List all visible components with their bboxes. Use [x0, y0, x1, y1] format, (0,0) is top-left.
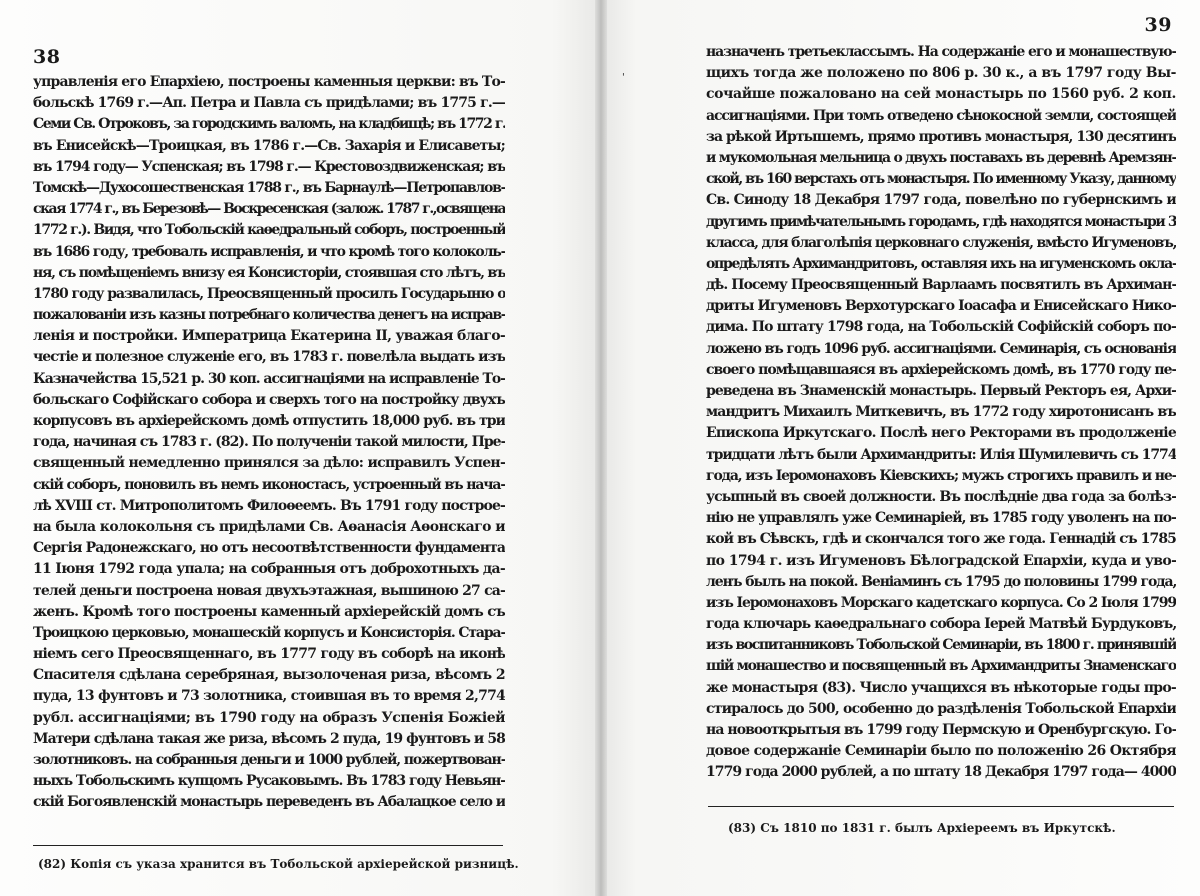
text-line: ассигнаціями. При томъ отведено сѣнокосной земли, состоящей [706, 107, 1176, 124]
text-line: 1772 г.). Видя, что Тобольскій каѳедральный соборъ, построенный [33, 222, 505, 239]
text-line: дѣ. Посему Преосвященный Варлаамъ посвятилъ въ Архиман- [706, 277, 1176, 294]
text-line: Семи Св. Отроковъ, за городскимъ валомъ, на кладбищѣ; въ 1772 г. [33, 116, 505, 133]
text-line: рубл. ассигнаціями; въ 1790 году на образъ Успенія Божіей [33, 709, 505, 726]
text-line: 1780 году развалилась, Преосвященный просилъ Государыню о [33, 285, 505, 302]
text-line: по 1794 г. изъ Игуменовъ Бѣлоградской Епархіи, куда и уво- [706, 552, 1176, 569]
text-line: класса, для благолѣпія церковнаго служенія, вмѣсто Игуменовъ, [706, 234, 1176, 251]
text-line: священный немедленно принялся за дѣло: исправилъ Успен- [33, 455, 505, 472]
text-line: ніемъ сего Преосвященнаго, въ 1777 году въ соборѣ на иконѣ [33, 646, 505, 663]
text-line: честіе и полезное служеніе его, въ 1783 г. повелѣла выдать изъ [33, 349, 505, 366]
footnote-rule [708, 806, 1174, 807]
text-line: другимъ примѣчательнымъ городамъ, гдѣ находятся монастыри 3 [706, 213, 1176, 230]
footnote-rule [33, 845, 503, 846]
text-line: въ 1794 году— Успенская; въ 1798 г.— Крестовоздвиженская; въ [33, 158, 505, 175]
text-line: на новооткрытыя въ 1799 году Пермскую и Оренбургскую. Го- [706, 722, 1176, 738]
text-line: реведена въ Знаменскій монастырь. Первый Ректоръ ея, Архи- [706, 383, 1176, 399]
text-line: Матери сдѣлана такая же риза, вѣсомъ 2 пуда, 19 фунтовъ и 58 [33, 730, 505, 747]
text-line: года ключарь каѳедральнаго собора Іерей Матвѣй Бурдуковъ, [706, 616, 1176, 633]
text-line: же монастыря (83). Число учащихся въ нѣкоторые годы про- [706, 679, 1176, 696]
text-line: ня, съ помѣщеніемъ внизу ея Консисторіи, стоявшая сто лѣтъ, въ [33, 264, 505, 281]
text-line: женъ. Кромѣ того построены каменный архіерейскій домъ съ [33, 603, 505, 620]
text-line: 11 Іюня 1792 года упала; на собранныя отъ доброхотныхъ да- [33, 561, 505, 578]
text-line: и мукомольная мельница о двухъ поставахъ въ деревнѣ Аремзян- [706, 149, 1176, 166]
text-line: корпусовъ въ архіерейскомъ домѣ отпустить 18,000 руб. въ три [33, 413, 505, 429]
text-line: Троицкою церковью, монашескій корпусъ и Консисторія. Стара- [33, 624, 505, 641]
page-number: 39 [1144, 14, 1172, 36]
text-line: пожалованіи изъ казны потребнаго количества денегъ на исправ- [33, 307, 505, 324]
text-line: назначенъ третьеклассымъ. На содержаніе его и монашествую- [706, 44, 1176, 60]
text-line: опредѣлять Архимандритовъ, оставляя ихъ на игуменскомъ окла- [706, 255, 1176, 272]
text-line: скій соборъ, поновилъ въ немъ иконостасъ, устроенный въ нача- [33, 476, 505, 493]
text-line: дима. По штату 1798 года, на Тобольскій Софійскій соборъ по- [706, 319, 1176, 336]
print-speck: ' [622, 72, 625, 83]
text-line: ская 1774 г., въ Березовѣ— Воскресенская (залож. 1787 г.,освящена [33, 201, 505, 218]
text-line: лѣ XVIII ст. Митрополитомъ Филоѳеемъ. Въ 1791 году построе- [33, 497, 505, 514]
page-body-text [706, 42, 1176, 784]
text-line: нію не управлялъ уже Семинаріей, въ 1785 году уволенъ на по- [706, 510, 1176, 527]
text-line: управленія его Епархіею, построены каменныя церкви: въ То- [33, 74, 505, 90]
text-line: ленія и постройки. Императрица Екатерина II, уважая благо- [33, 328, 505, 345]
text-line: года, начиная съ 1783 г. (82). По полученіи такой милости, Пре- [33, 434, 505, 451]
text-line: въ Енисейскѣ—Троицкая, въ 1786 г.—Св. Захарія и Елисаветы; [33, 137, 505, 154]
text-line: на была колокольня съ придѣлами Св. Аѳанасія Аѳонскаго и [33, 518, 505, 535]
text-line: усыпный въ своей должности. Въ послѣдніе два года за болѣз- [706, 488, 1176, 505]
text-line: пуда, 13 фунтовъ и 73 золотника, стоившая въ то время 2,774 [33, 688, 505, 705]
page-number: 38 [33, 46, 61, 68]
text-line: довое содержаніе Семинаріи было по положенію 26 Октября [706, 743, 1176, 760]
text-line: дриты Игуменовъ Верхотурскаго Іоасафа и Енисейскаго Нико- [706, 298, 1176, 315]
text-line: изъ Іеромонаховъ Морскаго кадетскаго корпуса. Со 2 Іюля 1799 [706, 594, 1176, 611]
right-page [600, 0, 1200, 896]
text-line: больскаго Софійскаго собора и сверхъ того на постройку двухъ [33, 391, 505, 408]
text-line: Св. Синоду 18 Декабря 1797 года, повелѣно по губернскимъ и [706, 192, 1176, 209]
text-line: шій монашество и посвященный въ Архимандриты Знаменскаго [706, 658, 1176, 675]
text-line: сочайше пожаловано на сей монастырь по 1560 руб. 2 коп. [706, 86, 1176, 103]
text-line: за рѣкой Иртышемъ, прямо противъ монастыря, 130 десятинъ [706, 128, 1176, 145]
text-line: телей деньги построена новая двухъэтажная, вышиною 27 са- [33, 582, 505, 599]
text-line: Спасителя сдѣлана серебряная, вызолоченая риза, вѣсомъ 2 [33, 667, 505, 684]
text-line: ской, въ 160 верстахъ отъ монастыря. По именному Указу, данному [706, 171, 1176, 188]
text-line: Епископа Иркутскаго. Послѣ него Ректорами въ продолженіе [706, 425, 1176, 442]
text-line: скій Богоявленскій монастырь переведенъ въ Абалацкое село и [33, 794, 505, 811]
text-line: стиралось до 500, особенно до раздѣленія Тобольской Епархіи [706, 700, 1176, 717]
text-line: 1779 года 2000 рублей, а по штату 18 Декабря 1797 года— 4000 [706, 764, 1176, 781]
text-line: въ 1686 году, требовалъ исправленія, и что кромѣ того колоколь- [33, 243, 505, 260]
text-line: мандритъ Михаилъ Миткевичъ, въ 1772 году хиротонисанъ въ [706, 404, 1176, 421]
text-line: ныхъ Тобольскимъ купцомъ Русаковымъ. Въ 1783 году Невьян- [33, 773, 505, 790]
text-line: больскѣ 1769 г.—Ап. Петра и Павла съ придѣлами; въ 1775 г.— [33, 95, 505, 112]
text-line: Томскѣ—Духосошественская 1788 г., въ Барнаулѣ—Петропавлов- [33, 179, 505, 196]
footnote: (83) Съ 1810 по 1831 г. былъ Архіереемъ въ Иркутскѣ. [728, 821, 1116, 835]
text-line: щихъ тогда же положено по 806 р. 30 к., а въ 1797 году Вы- [706, 65, 1176, 82]
text-line: Сергія Радонежскаго, но отъ несоотвѣтственности фундамента [33, 540, 505, 557]
text-line: золотниковъ. на собранныя деньги и 1000 рублей, пожертвован- [33, 752, 505, 768]
text-line: Казначейства 15,521 р. 30 коп. ассигнаціями на исправленіе То- [33, 370, 505, 387]
text-line: ложено въ годъ 1096 руб. ассигнаціями. Семинарія, съ основанія [706, 340, 1176, 357]
text-line: кой въ Сѣвскъ, гдѣ и скончался того же года. Геннадій съ 1785 [706, 531, 1176, 548]
text-line: изъ воспитанниковъ Тобольской Семинаріи, въ 1800 г. принявшій [706, 637, 1176, 654]
text-line: своего помѣщавшаяся въ архіерейскомъ домѣ, въ 1770 году пе- [706, 361, 1176, 378]
text-line: года, изъ Іеромонаховъ Кіевскихъ; мужъ строгихъ правилъ и не- [706, 467, 1176, 484]
book-gutter [595, 0, 607, 896]
text-line: тридцати лѣтъ были Архимандриты: Илія Шумилевичъ съ 1774 [706, 446, 1176, 463]
page-body-text [33, 72, 505, 814]
footnote: (82) Копія съ указа хранится въ Тобольской архіерейской ризницѣ. [38, 857, 519, 871]
text-line: ленъ былъ на покой. Веніаминъ съ 1795 до половины 1799 года, [706, 573, 1176, 590]
